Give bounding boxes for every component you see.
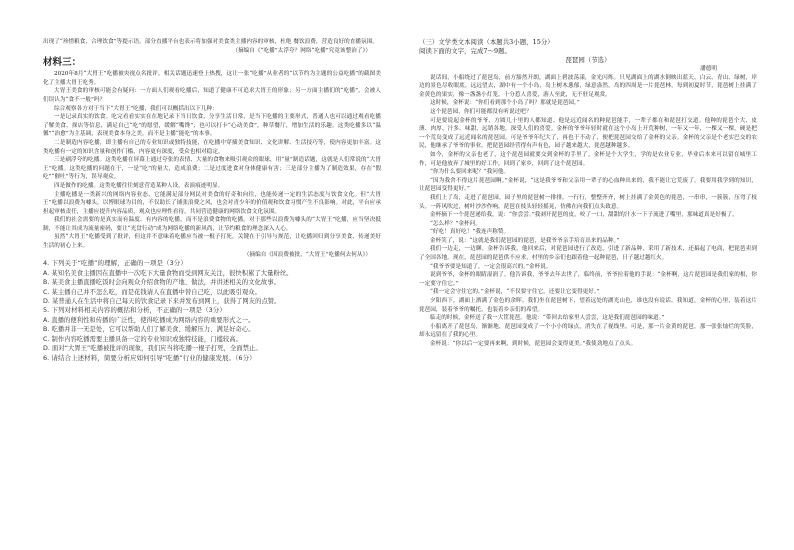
paragraph: 我们的社会需要的是真实而有温度、有内容的吃播，而不是浪费食物的吃播。对于那些以浪费为噱头的“大胃王”吃播，应当坚决抵制，不能让其成为流量密码，要让“光盘行动”成为网络吃播的新风尚，让节约粮食的理念深入人心。	[43, 217, 381, 232]
paragraph: 这个琵琶园，你们可能都没有听说过吧？	[430, 108, 532, 115]
paragraph: 我们上了岛，走进了琵琶园。园子里的琵琶树一排排，一行行，整整齐齐，树上挂满了金黄色的琵琶，一串串，一簇簇，压弯了枝头。一阵风吹过，树叶沙沙作响，琵琶在枝头轻轻摇晃，仿佛在向我们点头致意。	[419, 194, 757, 210]
paragraph: 主播吃播是一类新兴的网络内容业态，它能满足部分网民对美食的好奇和向往，也能传递一定的生活态度与饮食文化。但“大胃王”吃播以浪费为噱头，以博眼球为目的，不仅助长了铺张浪费之风，也会对青少年的价值观和饮食习惯产生不良影响。对此，平台应承担起审核责任，主播应提升内容品质，观众也应理性看待，共同营造健康的网络饮食文化氛围。	[43, 191, 381, 215]
paragraph: 说到爷爷，金杯的眼睛湿润了。他告诉我，爷爷去年去世了，临终前，爷爷拉着他的手说：“金杯啊，这片琵琶园是我们家的根，你一定要守住它。”	[419, 272, 757, 287]
question-option: B. 吃播并非一无是处，它可以帮助人们了解美食、缓解压力、满足好奇心。	[43, 326, 255, 334]
paragraph: 可是要说起金杯的爷爷，方圆几十里的人都知道。他是远近闻名的种琵琶能手，一辈子都在和琵琶打交道。他种的琵琶个大、皮薄、肉厚、汁多、味甜，远销各地，深受人们的喜爱。金杯的爷爷年轻时就在这个小岛上开荒种树，一年又一年，一棵又一棵，硬是把一个荒岛变成了远近闻名的琵琶园。可是爷爷年纪大了，再也干不动了，便把琵琶园交给了金杯的父亲。金杯的父亲是个老实巴交的农民，他继承了爷爷的事业，把琵琶园经营得有声有色，园子越来越大，琵琶越种越多。	[419, 117, 757, 150]
material-heading: 材料三：	[43, 57, 82, 69]
question-option: A. 某知名美食主播因在直播中一次吃下大量食物而受到网友关注，很快积累了大量粉丝。	[43, 269, 293, 277]
question-option: C. 制作内容吃播需要主播具备一定的专业知识或独特技能，门槛较高。	[43, 335, 242, 343]
paragraph: 我们一边走，一边聊。金杯告诉我，他回来后，对琵琶园进行了改造，引进了新品种，采用了新技术，还搞起了电商，把琵琶卖到了全国各地。现在，琵琶园的琵琶供不应求，村里的乡亲们也跟着他一起种琵琶，日子越过越红火。	[419, 246, 757, 262]
passage-author: 潘德明	[700, 66, 717, 72]
paragraph: 说话间，小船绕过了琵琶岛，前方豁然开朗，湖面上碧波荡漾，金光闪烁。只见湖面上的湖水倒映出蓝天、白云、青山、绿树，岸边的景色尽收眼底。远远望去，湖中有一个小岛，岛上树木葱郁，绿意盎然，岛的四周是一片琵琶林，每到初夏时节，琵琶树上挂满了金黄色的果实，像一盏盏小灯笼，十分惹人喜爱，游人至此，无不驻足观赏。	[419, 74, 757, 98]
paragraph: 二是制造内容吃播，即主播有自己的专业知识或独特技能，在吃播中穿插美食知识、文化讲解、生活技巧等，使内容更加丰富。这类吃播有一定的知识含量和创作门槛，内容更有深度，受众也相对稳定。	[43, 139, 381, 155]
intro-text: 出现了“珍惜粮食，合理饮食”等提示语。部分直播平台也表示将加强对美食类主播内容的审核，杜绝 餐饮浪费，营造良好的直播氛围。	[43, 39, 378, 45]
question-option: B. 某美食主播直播吃饭时会向观众介绍食物的产地、做法，并讲述相关的文化故事。	[43, 279, 280, 287]
paragraph: “怎么样？”金杯问。	[430, 220, 481, 227]
paragraph: 2020年8月“大胃王”吃播被央视点名批评，相关话题迅速登上热搜，这让一张“吃播”从业者的“以节约为主题的公益吃播”的截图美化了主播大胃王吃秀。	[43, 71, 381, 86]
section-instruction: 阅读下面的文字，完成7～9题。	[419, 47, 511, 55]
paragraph: 如今，金杯的父亲也老了，这个琵琶园就要交到金杯的手里了。金杯是个大学生，学的是农业专业，毕业后本来可以留在城里工作，可是他放弃了城里的好工作，回到了家乡，回到了这个琵琶园。	[419, 151, 757, 167]
question-option: C. 某主播自己并不怎么吃，而是花钱请人在直播中替自己吃，以此吸引观众。	[43, 288, 261, 296]
source-note: （摘编自《因浪费被批，“大胃王”吃播何去何从》）	[243, 251, 371, 258]
paragraph: 这时候，金杯说：“你们看到那个小岛了吗？那就是琵琶园。”	[430, 100, 580, 107]
paragraph: 金杯说：“你以后一定要再来啊，到时候，琵琶园会变得更美。”我使劲地点了点头。	[430, 341, 637, 347]
paragraph: 综合观察各方对于当下“大胃王”吃播，我们可以概括出以下几种：	[54, 105, 218, 112]
paragraph: “你为什么要回来呢？”我问他。	[430, 169, 510, 176]
paragraph: “我爷爷要是知道了，一定会很高兴的。”金杯说。	[430, 263, 552, 270]
paragraph: “好吃！真好吃！”我连声称赞。	[430, 229, 510, 236]
paragraph: 夕阳西下，湖面上洒满了金色的余晖。我们坐在琵琶树下，望着远处的湖光山色，谁也没有说话。我知道，金杯的心里，装着这片琵琶园，装着爷爷的嘱托，也装着乡亲们的希望。	[419, 298, 757, 313]
paragraph: 虽然“大胃王”吃播受到了批评，但这并不意味着吃播应当被一棍子打死，关键在于引导与规范，让吃播回归到分享美食、传递美好生活的初心上来。	[43, 234, 381, 250]
paragraph: 大胃王美食的审核可能会有疑问：一方面人们观看吃播后，知道了健康不可追求大胃王的形象；另一方面主播们的“吃播”，会被人们误认为“食不一般”吗？	[43, 88, 381, 103]
right-column	[419, 38, 757, 349]
paragraph: 临走的时候，金杯送了我一大筐琵琶。他说：“带回去给家里人尝尝，这是我们琵琶园的味道。”	[430, 315, 665, 322]
paragraph: 小船离开了琵琶岛，渐渐地，琵琶园变成了一个小小的绿点，消失在了视线里。可是，那一片金黄的琵琶，那一张张灿烂的笑脸，却永远留在了我的心里。	[419, 323, 757, 339]
section-heading: （三）文学类文本阅读（本题共3小题，15分）	[419, 38, 554, 46]
question-option: D. 某普通人在生活中将自己每天的饮食记录下来并发布到网上，获得了网友的点赞。	[43, 298, 281, 306]
paragraph: 金杯笑了，说：“这就是我们琵琶园的琵琶，是我爷爷亲手培育出来的品种。”	[430, 237, 620, 244]
source-note: （摘编自《“吃播”太浮夸？网络“吃播”究竟该整治了》）	[232, 47, 371, 54]
paragraph: 金杯摘下一个琵琶递给我，说：“你尝尝。”我剥开琵琶的皮，咬了一口，甜甜的汁水一下子流进了嘴里，那味道真是好极了。	[430, 212, 738, 219]
question-stem: 6. 请结合上述材料，简要分析应如何引导“吃播”行业的健康发展。（6分）	[43, 353, 256, 362]
paragraph: 三是刷浮夸的吃播。这类吃播在屏幕上通过夸张的表情、大量的食物来吸引观众的眼球，用“量”制造话题，这就是人们常说的“大胃王”吃播。这类吃播的问题在于，一是“吃”的量大，造成浪费；二是过度进食对身体健康有害；三是部分主播为了制造效果，存在“假吃”“催吐”等行为，误导观众。	[43, 157, 381, 181]
paragraph: “我一定会守住它的。”金杯说，“不仅要守住它，还要让它变得更好。”	[430, 289, 600, 296]
question-option: A. 直播的便利性和传播的广泛性，使得吃播成为网络内容的重要形式之一。	[43, 317, 255, 325]
left-column	[43, 38, 381, 363]
paragraph: “因为我舍不得这片琵琶园啊。”金杯说，“这是我爷爷和父亲用一辈子的心血种出来的，我不能让它荒废了。我要用我学到的知识，让琵琶园变得更好。”	[419, 177, 757, 193]
paragraph: 四是做作的吃播。这类吃播往往刻意营造某种人设，表演痕迹明显。	[54, 182, 224, 189]
paragraph: 一是记录真实的饮食。吃完看看实实在在地记录下当日饮食，分享生活日常，是当下吃播的主要形式，普通人也可以通过观看吃播了解美食、探店等信息，满足自己“吃”的愿望，缓解“嘴馋”；也可以打卡“心动美食”，种草餐厅，增加生活的乐趣。这类吃播多以“温馨”“治愈”为主基调，表现美食本身之美，而不是主播“能吃”的本事。	[43, 114, 381, 138]
question-stem: 4. 下列关于“吃播”的理解，正确的一项是（3分）	[43, 259, 187, 268]
passage-title: 琵琶园（节选）	[565, 56, 611, 64]
question-stem: 5. 下列对材料相关内容的概括和分析，不正确的一项是（3分）	[43, 306, 226, 315]
question-option: D. 面对“大胃王”吃播被批评的现象，我们应当将吃播一棍子打死，全面禁止。	[43, 345, 262, 353]
